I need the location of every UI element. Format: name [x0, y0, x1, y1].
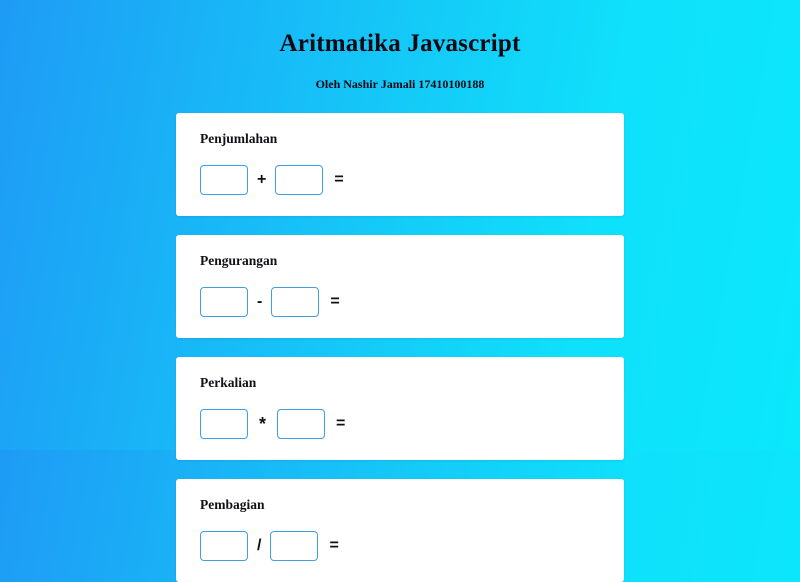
calc-row-perkalian — [200, 408, 600, 440]
pembagian-equals-sign: = — [329, 537, 339, 554]
calc-row-pembagian — [200, 530, 600, 562]
pengurangan-equals-sign: = — [330, 293, 340, 310]
card-perkalian — [176, 357, 624, 460]
operation-cards — [0, 113, 800, 582]
pengurangan-operand-a-input[interactable] — [200, 287, 248, 317]
page-subtitle: Oleh Nashir Jamali 17410100188 — [315, 77, 485, 91]
card-title-perkalian: Perkalian — [200, 375, 257, 390]
penjumlahan-operand-a-input[interactable] — [200, 165, 248, 195]
page-title: Aritmatika Javascript — [279, 30, 521, 57]
pengurangan-operand-b-input[interactable] — [271, 287, 319, 317]
card-pengurangan — [176, 235, 624, 338]
pembagian-operand-a-input[interactable] — [200, 531, 248, 561]
perkalian-equals-sign: = — [336, 415, 346, 432]
card-title-pembagian: Pembagian — [200, 497, 265, 512]
plus-operator-icon: + — [257, 171, 267, 188]
perkalian-operand-a-input[interactable] — [200, 409, 248, 439]
penjumlahan-operand-b-input[interactable] — [275, 165, 323, 195]
card-title-penjumlahan: Penjumlahan — [200, 131, 278, 146]
calc-row-penjumlahan — [200, 164, 600, 196]
card-penjumlahan — [176, 113, 624, 216]
minus-operator-icon: - — [257, 293, 263, 310]
multiply-operator-icon: * — [259, 414, 267, 434]
card-pembagian — [176, 479, 624, 582]
calc-row-pengurangan — [200, 286, 600, 318]
penjumlahan-equals-sign: = — [334, 171, 344, 188]
card-title-pengurangan: Pengurangan — [200, 253, 278, 268]
pembagian-operand-b-input[interactable] — [270, 531, 318, 561]
divide-operator-icon: / — [257, 537, 262, 554]
perkalian-operand-b-input[interactable] — [277, 409, 325, 439]
